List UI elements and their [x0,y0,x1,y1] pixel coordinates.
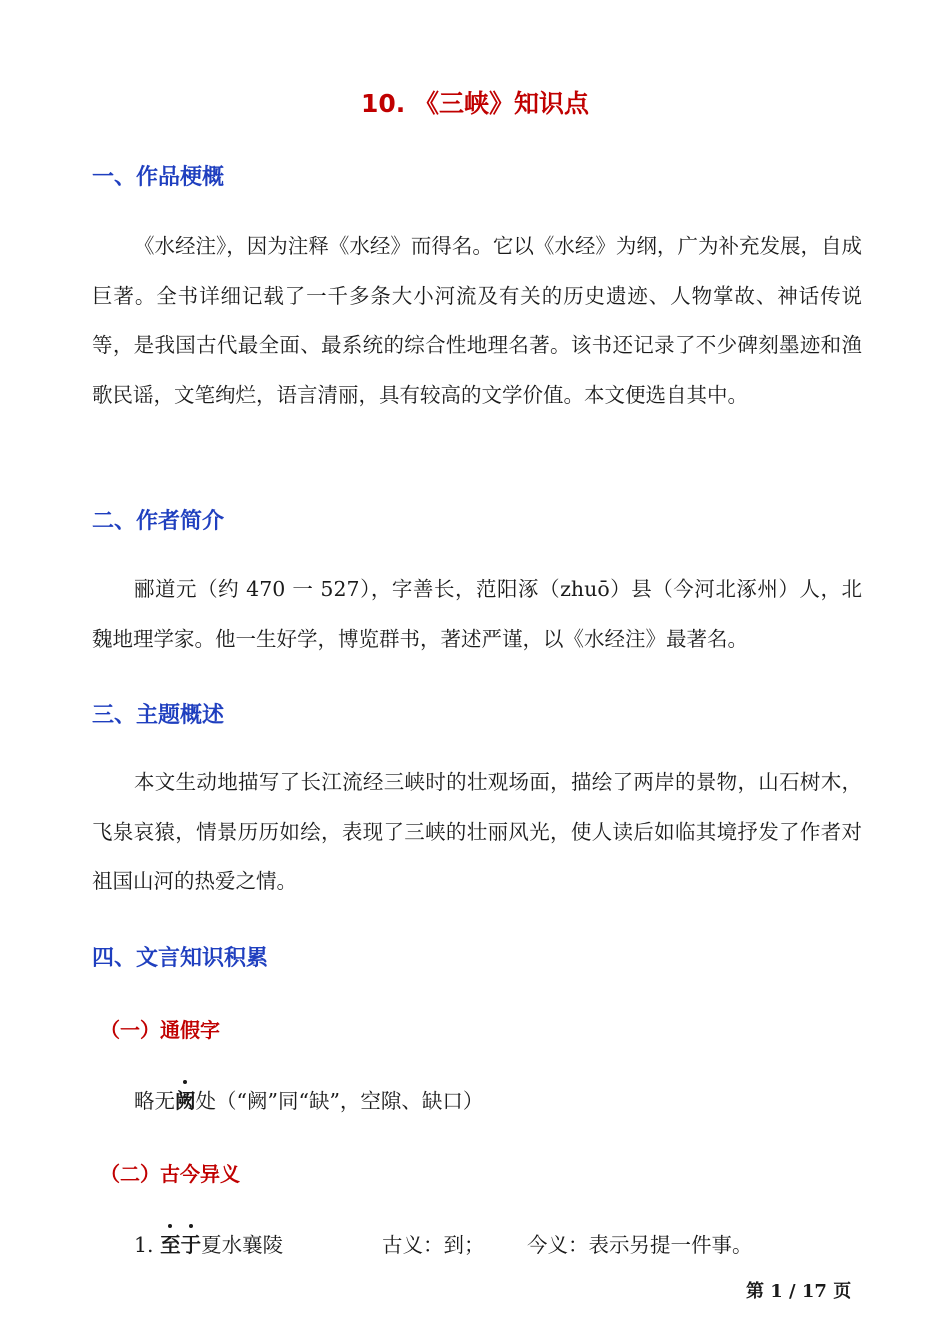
emphasized-character: 于 [181,1230,202,1260]
page-number-footer: 第 1 / 17 页 [746,1281,852,1302]
tongjiazi-after: 处（“阙”同“缺”，空隙、缺口） [195,1089,484,1113]
tongjiazi-before: 略无 [134,1089,175,1113]
synopsis-paragraph: 《水经注》，因为注释《水经》而得名。它以《水经》为纲，广为补充发展，自成巨著。全书详细记载了一千多条大小河流及有关的历史遗迹、人物掌故、神话传说等，是我国古代最全面、最系统的综合性地理名著。该书还记录了不少碑刻墨迹和渔歌民谣，文笔绚烂，语言清丽，具有较高的文学价值。本文便选自其中。 [92,234,862,407]
sub-heading-tongjiazi: （一）通假字 [100,1018,220,1042]
section-heading-classical-knowledge: 四、文言知识积累 [92,946,269,971]
sub-heading-gujinyiyi: （二）古今异义 [100,1162,240,1186]
gujinyiyi-item-1 [134,1230,753,1260]
theme-paragraph: 本文生动地描写了长江流经三峡时的壮观场面，描绘了两岸的景物，山石树木，飞泉哀猿，情景历历如绘，表现了三峡的壮丽风光，使人读后如临其境抒发了作者对祖国山河的热爱之情。 [92,770,862,893]
item-number: 1. [134,1233,154,1257]
author-paragraph: 郦道元（约 470 一 527），字善长，范阳涿（zhuō）县（今河北涿州）人，北魏地理学家。他一生好学，博览群书，著述严谨，以《水经注》最著名。 [92,577,862,651]
section-heading-theme: 三、主题概述 [92,703,225,728]
emphasized-character: 阙 [175,1086,196,1116]
emphasized-character: 至 [160,1230,181,1260]
section-heading-synopsis: 一、作品梗概 [92,165,225,190]
ancient-meaning: 古义：到； [382,1233,485,1257]
section-heading-author: 二、作者简介 [92,509,225,534]
modern-meaning: 今义：表示另提一件事。 [527,1233,753,1257]
item-phrase: 夏水襄陵 [201,1233,284,1257]
document-title: 10. 《三峡》知识点 [361,89,589,118]
tongjiazi-item [134,1086,483,1116]
